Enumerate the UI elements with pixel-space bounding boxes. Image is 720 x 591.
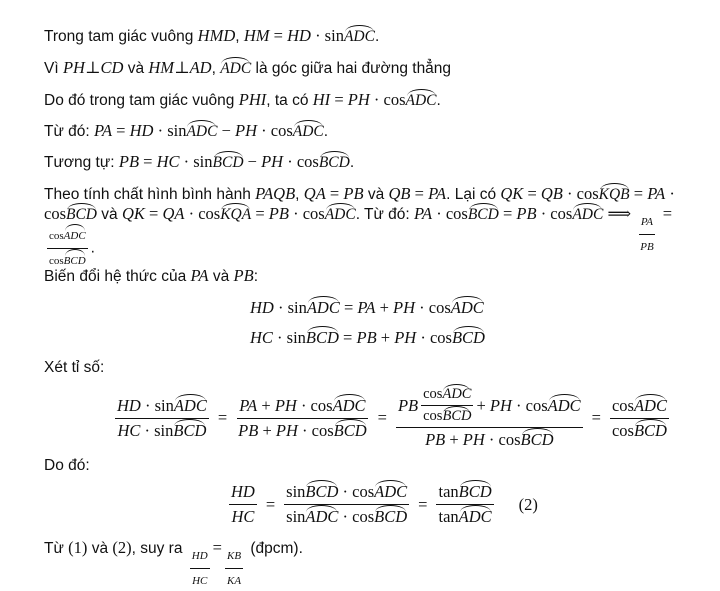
text-fragment: và — [123, 60, 149, 77]
line-pa: Từ đó: PA = HD · sinADC − PH · cosADC. — [44, 121, 329, 140]
line-right-triangle-hmd: Trong tam giác vuông HMD, HM = HD · sinADC. — [44, 26, 380, 45]
text-fragment: và — [97, 206, 122, 223]
ref-1: (1) — [68, 538, 88, 557]
line-perpendicular: Vì PH⊥CD và HM⊥AD, ADC là góc giữa hai đường thẳng — [44, 58, 452, 77]
text-fragment: Từ — [44, 540, 69, 557]
line-transform: Biến đổi hệ thức của PA và PB: — [44, 266, 259, 285]
text-fragment: và — [87, 540, 113, 557]
text-fragment: Vì — [44, 60, 63, 77]
line-consider-ratio — [44, 358, 104, 378]
line-therefore — [44, 456, 90, 476]
text-fragment: . Lại có — [446, 186, 501, 203]
text-fragment: Xét tỉ số: — [44, 359, 105, 376]
text-fragment: Biến đổi hệ thức của — [44, 268, 191, 285]
equation-ratio: $\frac{\text{HD · sinADC}}{\text{HC · sinBCD}}$ = $\frac{\text{PA + PH · cosADC}}{\text{PB + PH · cosBCD}}$ = PB $\frac{\text{cosADC}}{\text{cosBCD}}$ + PH · cos ADC PB + PH · cosBCD = $\frac{\text{cosADC}}{\text{cosBCD}}$ — [117, 386, 667, 449]
line-qk: cosBCD và QK = QA · cosKQA = PB · cosADC. Từ đó: PA · cosBCD = PB · cosADC ⟹ $\frac{PA}{PB}$ = — [44, 204, 673, 253]
text-fragment: Do đó trong tam giác vuông — [44, 92, 239, 109]
text-fragment: Từ đó: — [44, 123, 95, 140]
line-cos-ratio: $\frac{\text{cosADC}}{\text{cosBCD}}$ . — [44, 226, 95, 271]
text-fragment: . Từ đó: — [355, 206, 415, 223]
equation-hd: HD · sinADC = PA + PH · cosADC — [250, 298, 484, 317]
text-fragment: Trong tam giác vuông — [44, 28, 198, 45]
line-parallelogram: Theo tính chất hình bình hành PAQB, QA = PB và QB = PA. Lại có QK = QB · cosKQB = PA · — [44, 184, 675, 203]
text-fragment: (đpcm). — [246, 540, 303, 557]
line-triangle-phi: Do đó trong tam giác vuông PHI, ta có HI = PH · cosADC. — [44, 90, 441, 109]
equation-number: (2) — [518, 494, 538, 514]
text-fragment: và — [363, 186, 389, 203]
text-fragment: và — [208, 268, 234, 285]
text-fragment: Tương tự: — [44, 154, 119, 171]
text-fragment: là góc giữa hai đường thẳng — [251, 60, 452, 77]
ref-2: (2) — [112, 538, 132, 557]
line-pb: Tương tự: PB = HC · sinBCD − PH · cosBCD. — [44, 152, 355, 171]
text-fragment: , ta có — [266, 92, 313, 109]
equation-two: $\frac{HD}{HC}$ = $\frac{\text{sinBCD · cosADC}}{\text{sinADC · cosBCD}}$ = $\frac{\text{tanBCD}}{\text{tanADC}}$ (2) — [231, 482, 538, 526]
text-fragment: Do đó: — [44, 457, 90, 474]
text-fragment: , suy ra — [131, 540, 187, 557]
line-conclusion: Từ (1) và (2), suy ra $\frac{HD}{HC}$ = $\frac{KB}{KA}$ (đpcm). — [44, 538, 303, 587]
text-fragment: Theo tính chất hình bình hành — [44, 186, 256, 203]
equation-hc: HC · sinBCD = PB + PH · cosBCD — [250, 328, 485, 347]
